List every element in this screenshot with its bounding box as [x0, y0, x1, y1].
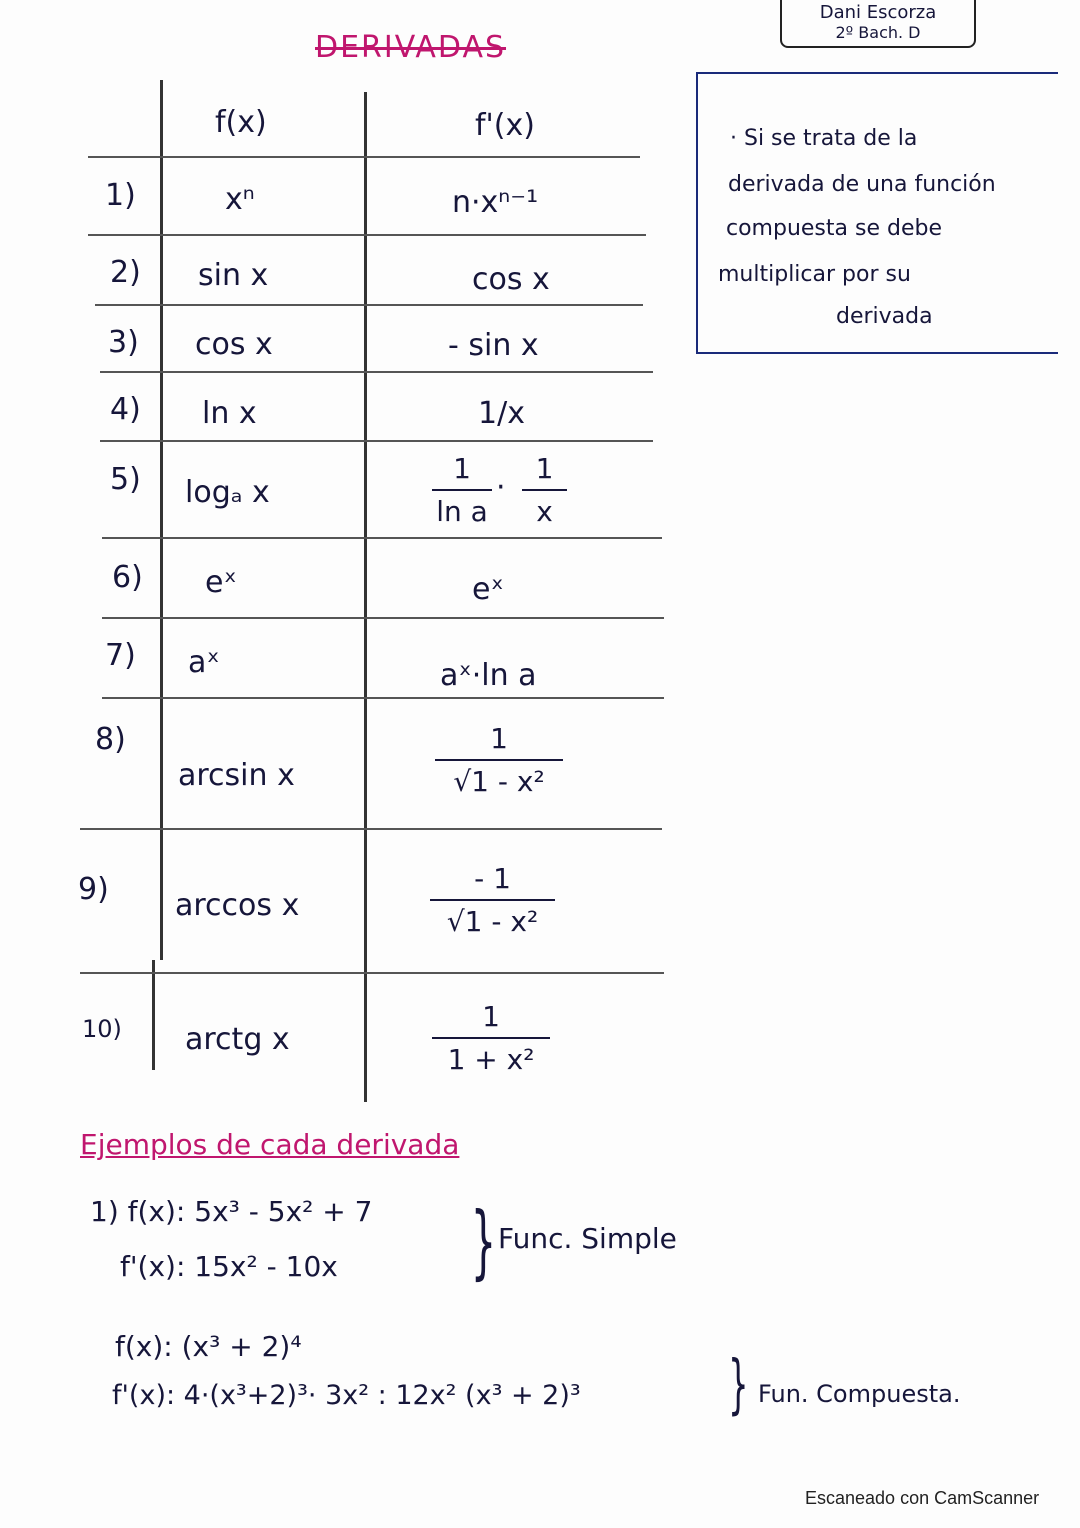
row-line	[100, 440, 653, 442]
example1-df: f'(x): 15x² - 10x	[120, 1250, 338, 1283]
numerator: 1	[490, 722, 508, 755]
table-divider	[152, 960, 155, 1070]
row-num: 8)	[95, 722, 126, 757]
row-num: 2)	[110, 255, 141, 290]
denominator: ln a	[436, 495, 488, 528]
note-line: multiplicar por su	[718, 262, 911, 287]
row-df: cos x	[472, 262, 550, 297]
row-f: xⁿ	[225, 182, 255, 217]
fraction	[435, 722, 563, 798]
row-line	[100, 371, 653, 373]
brace: }	[470, 1195, 497, 1288]
row-f: arctg x	[185, 1022, 290, 1057]
row-line	[95, 304, 643, 306]
example2-label: Fun. Compuesta.	[758, 1380, 961, 1408]
header-f: f(x)	[215, 105, 267, 140]
author-name: Dani Escorza	[819, 2, 937, 23]
row-f: arcsin x	[178, 758, 295, 793]
note-line: compuesta se debe	[726, 216, 942, 241]
row-f: eˣ	[205, 565, 237, 600]
dot: ·	[496, 470, 506, 505]
numerator: 1	[535, 452, 554, 485]
row-line	[88, 234, 646, 236]
numerator: 1	[453, 452, 471, 485]
row-df: 1/x	[478, 396, 525, 431]
row-f: cos x	[195, 327, 273, 362]
example1-label: Func. Simple	[498, 1222, 677, 1255]
row-df: n·xⁿ⁻¹	[452, 185, 539, 220]
header-df: f'(x)	[475, 108, 535, 143]
fraction	[522, 452, 567, 528]
examples-heading: Ejemplos de cada derivada	[80, 1128, 460, 1161]
row-f: arccos x	[175, 888, 300, 923]
brace: }	[728, 1348, 749, 1422]
fraction	[432, 452, 492, 528]
row-f: aˣ	[188, 645, 220, 680]
row-num: 10)	[82, 1015, 122, 1043]
row-line	[102, 537, 662, 539]
row-f: sin x	[198, 258, 269, 293]
page-title: DERIVADAS	[315, 30, 507, 65]
denominator: √1 - x²	[453, 765, 545, 798]
row-f: ln x	[202, 396, 257, 431]
row-num: 1)	[105, 178, 136, 213]
note-line: · Si se trata de la	[730, 126, 918, 151]
row-f: logₐ x	[185, 475, 270, 510]
denominator: 1 + x²	[447, 1043, 535, 1076]
fraction	[430, 862, 555, 938]
example2-df: f'(x): 4·(x³+2)³· 3x² : 12x² (x³ + 2)³	[112, 1380, 581, 1411]
row-num: 7)	[105, 638, 136, 673]
row-num: 9)	[78, 872, 109, 907]
row-line	[102, 697, 664, 699]
note-box	[696, 72, 1058, 354]
note-line: derivada	[836, 304, 933, 329]
row-df: eˣ	[472, 572, 504, 607]
denominator: x	[536, 495, 553, 528]
author-class: 2º Bach. D	[835, 23, 921, 42]
example2-f: f(x): (x³ + 2)⁴	[115, 1330, 302, 1363]
row-df: aˣ·ln a	[440, 658, 537, 693]
author-box	[780, 0, 976, 48]
row-line	[102, 617, 664, 619]
row-num: 3)	[108, 325, 139, 360]
row-line	[88, 156, 640, 158]
row-num: 4)	[110, 392, 141, 427]
fraction	[432, 1000, 550, 1076]
numerator: 1	[482, 1000, 500, 1033]
denominator: √1 - x²	[446, 905, 539, 938]
row-num: 6)	[112, 560, 143, 595]
row-num: 5)	[110, 462, 141, 497]
footer-watermark: Escaneado con CamScanner	[805, 1488, 1040, 1508]
row-df: - sin x	[448, 328, 539, 363]
table-divider	[364, 92, 367, 1102]
row-line	[80, 828, 662, 830]
numerator: - 1	[474, 862, 511, 895]
row-line	[80, 972, 664, 974]
example1-f: 1) f(x): 5x³ - 5x² + 7	[90, 1195, 373, 1228]
note-line: derivada de una función	[728, 172, 996, 197]
